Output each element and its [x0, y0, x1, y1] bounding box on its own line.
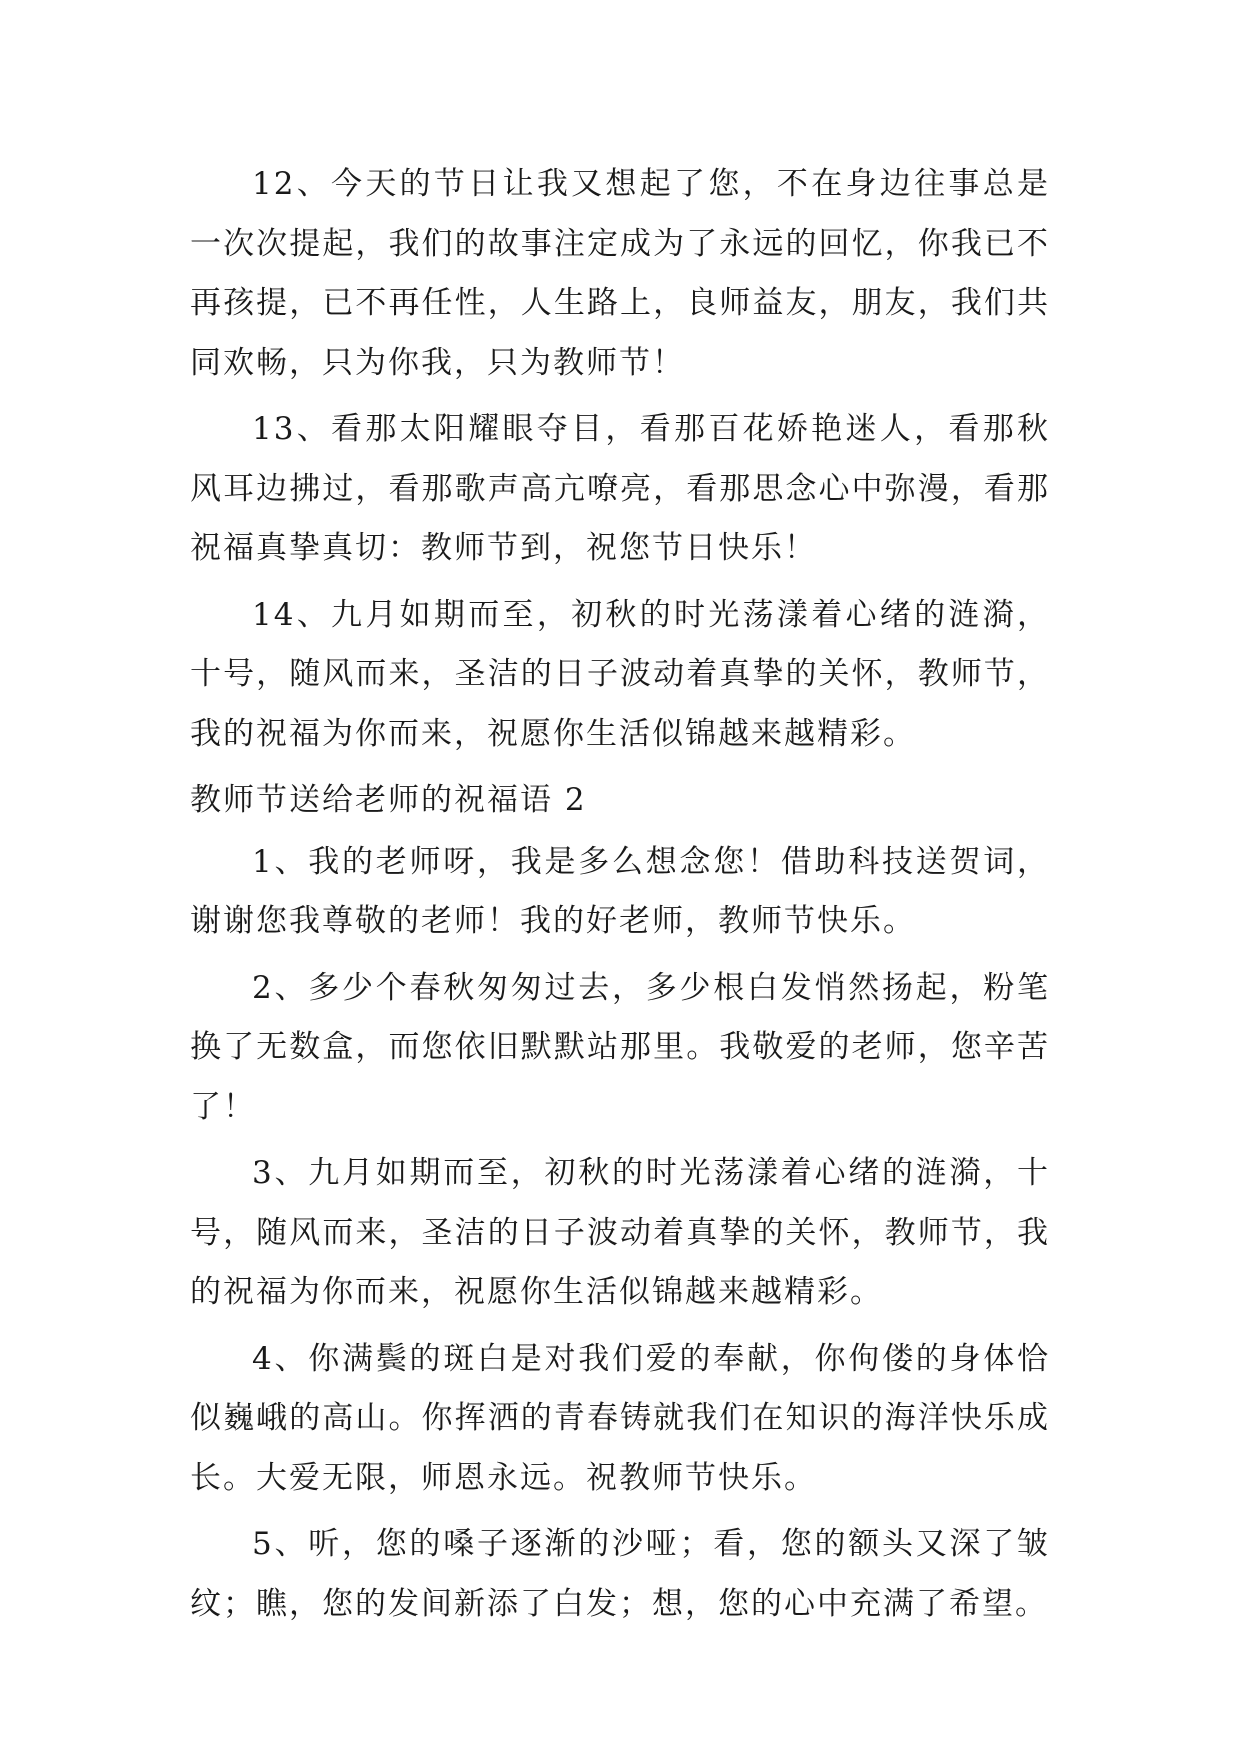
paragraph-3: 3、九月如期而至，初秋的时光荡漾着心绪的涟漪，十号，随风而来，圣洁的日子波动着真挚的关怀，教师节，我的祝福为你而来，祝愿你生活似锦越来越精彩。 — [190, 1155, 1050, 1310]
section-heading: 教师节送给老师的祝福语 2 — [190, 782, 587, 818]
paragraph-2: 2、多少个春秋匆匆过去，多少根白发悄然扬起，粉笔换了无数盒，而您依旧默默站那里。我敬爱的老师，您辛苦了！ — [190, 969, 1050, 1125]
document-body — [190, 155, 1050, 1641]
paragraph-5: 5、听，您的嗓子逐渐的沙哑；看，您的额头又深了皱纹；瞧，您的发间新添了白发；想，您的心中充满了希望。 — [190, 1526, 1050, 1622]
paragraph-13: 13、看那太阳耀眼夺目，看那百花娇艳迷人，看那秋风耳边拂过，看那歌声高亢嘹亮，看那思念心中弥漫，看那祝福真挚真切：教师节到，祝您节日快乐！ — [190, 411, 1050, 566]
paragraph-12: 12、今天的节日让我又想起了您，不在身边往事总是一次次提起，我们的故事注定成为了永远的回忆，你我已不再孩提，已不再任性，人生路上，良师益友，朋友，我们共同欢畅，只为你我，只为教师节！ — [190, 166, 1050, 381]
paragraph-4: 4、你满鬓的斑白是对我们爱的奉献，你佝偻的身体恰似巍峨的高山。你挥洒的青春铸就我们在知识的海洋快乐成长。大爱无限，师恩永远。祝教师节快乐。 — [190, 1340, 1050, 1496]
paragraph-1: 1、我的老师呀，我是多么想念您！借助科技送贺词，谢谢您我尊敬的老师！我的好老师，教师节快乐。 — [190, 843, 1050, 939]
paragraph-14: 14、九月如期而至，初秋的时光荡漾着心绪的涟漪，十号，随风而来，圣洁的日子波动着真挚的关怀，教师节，我的祝福为你而来，祝愿你生活似锦越来越精彩。 — [190, 596, 1050, 752]
